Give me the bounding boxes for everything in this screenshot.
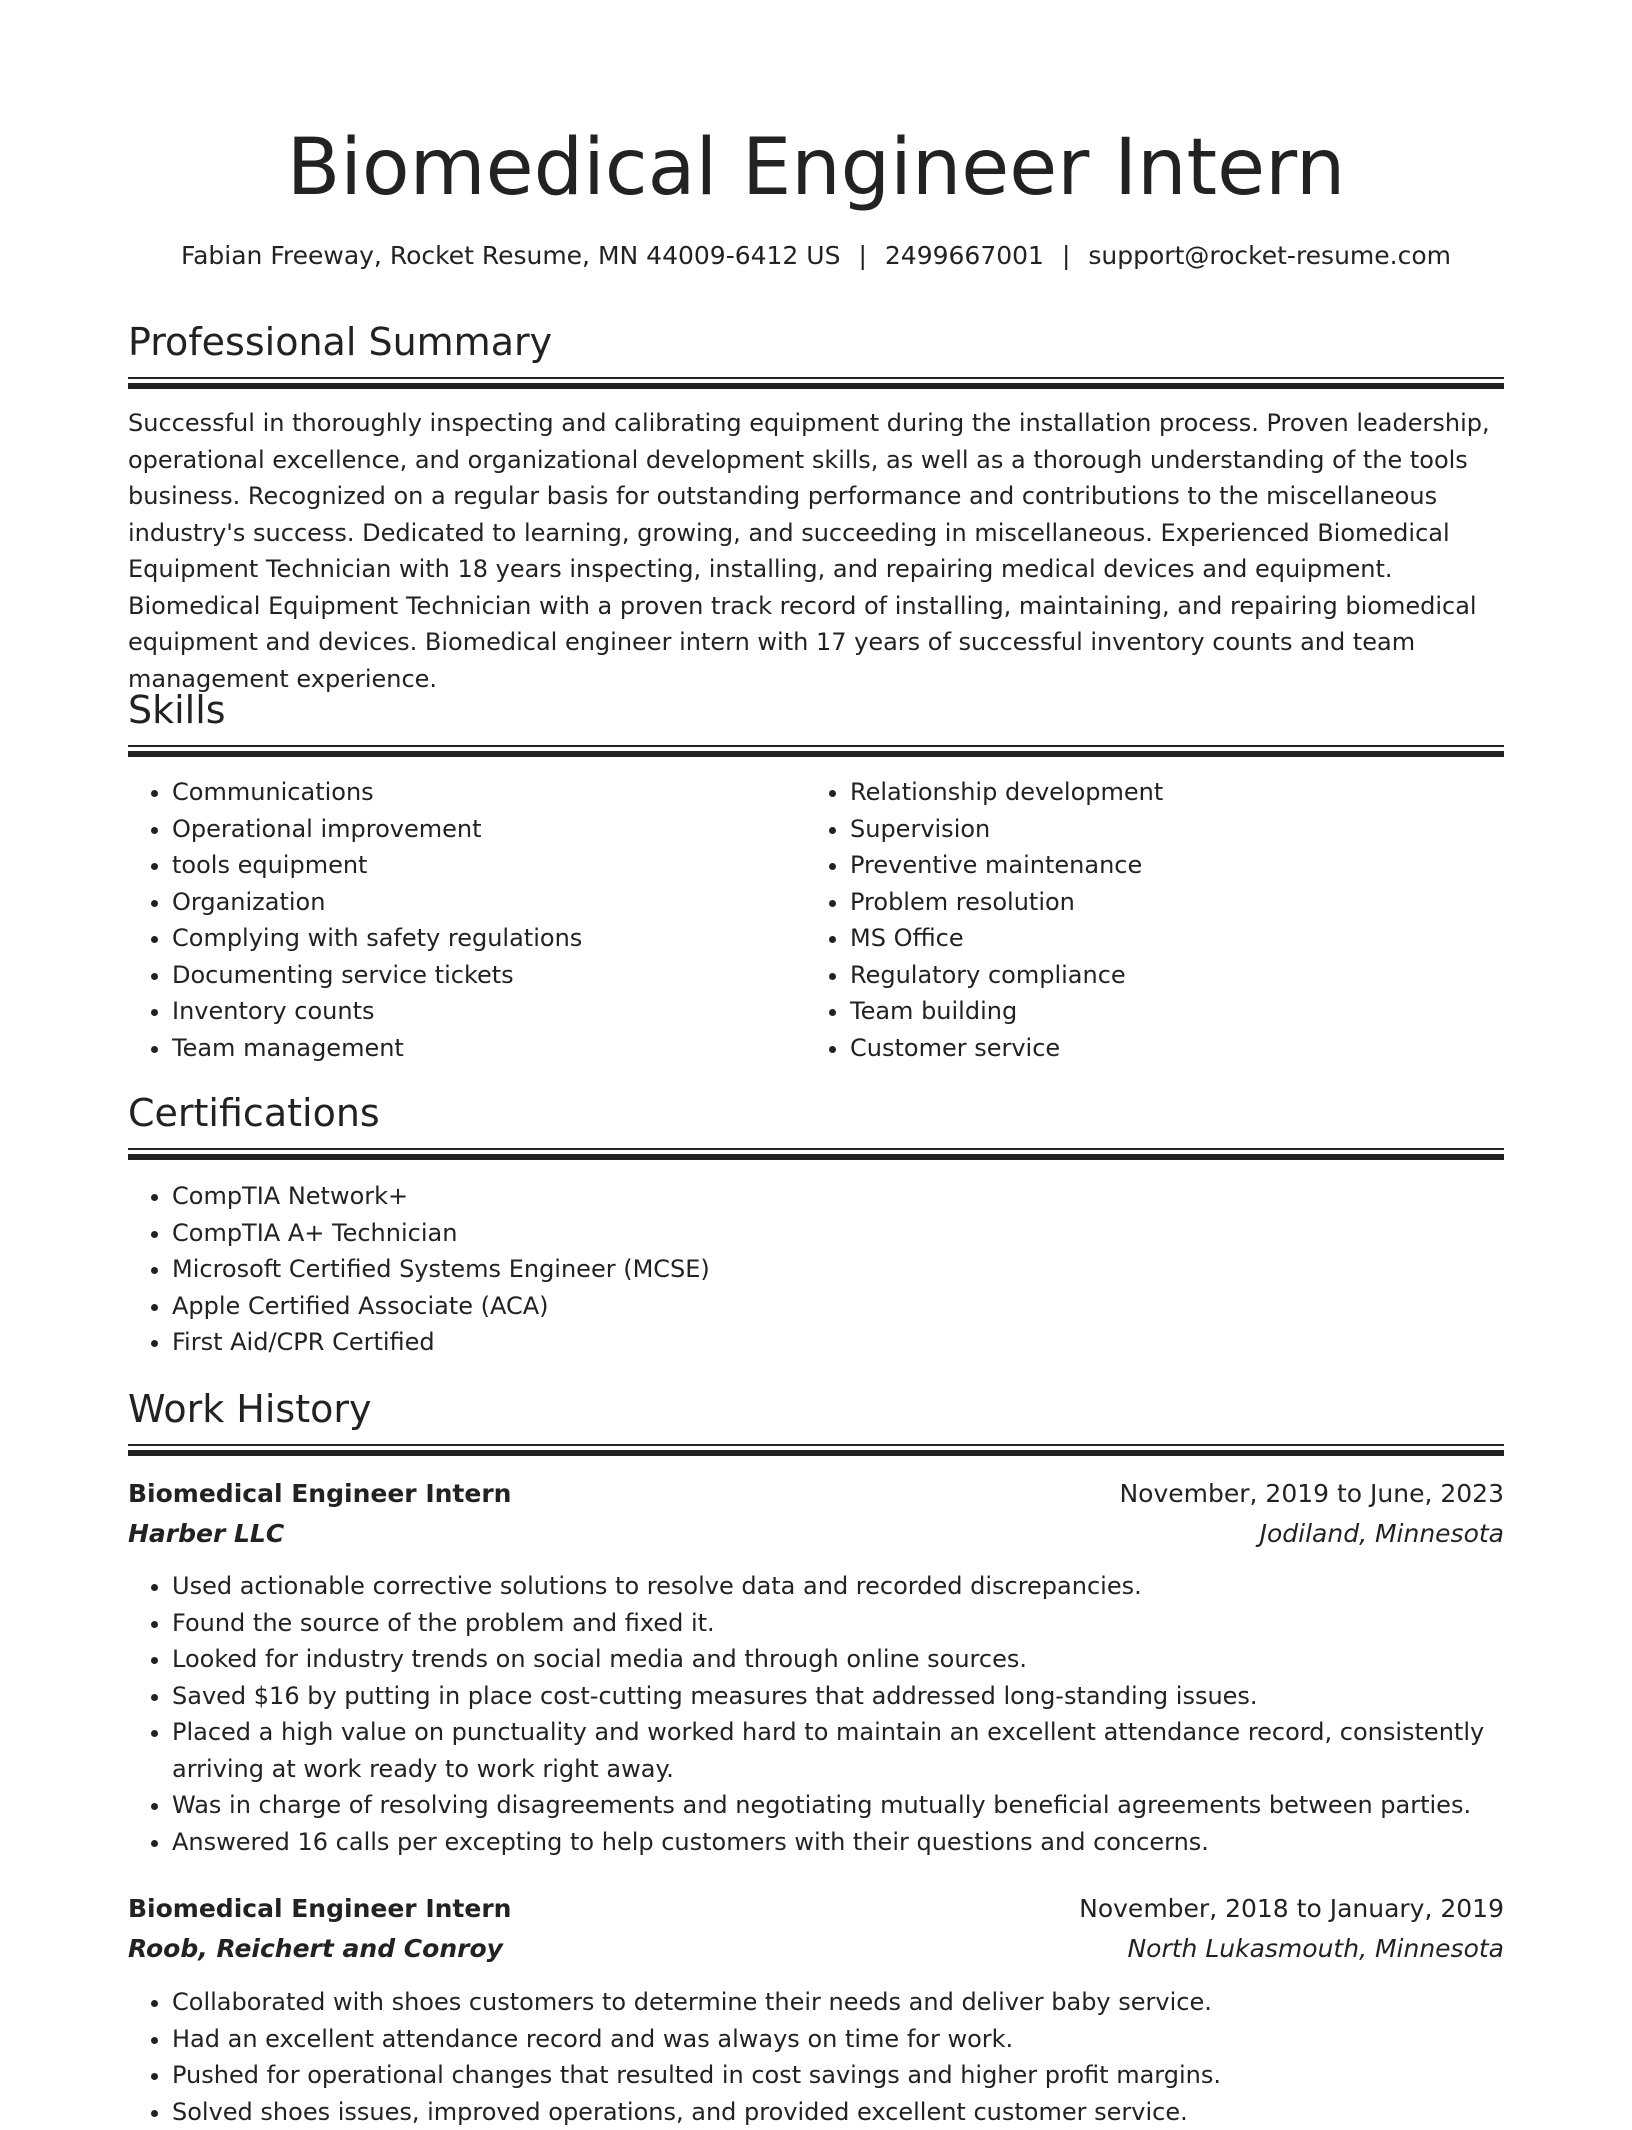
contact-separator: | bbox=[1062, 238, 1070, 274]
job-company: Harber LLC bbox=[128, 1516, 284, 1552]
list-item: • Apple Certified Associate (ACA) bbox=[172, 1288, 1504, 1325]
list-item: • Relationship development bbox=[850, 774, 1504, 811]
job-dates: November, 2018 to January, 2019 bbox=[1079, 1891, 1504, 1927]
contact-line bbox=[128, 238, 1504, 274]
list-item: • Collaborated with shoes customers to determine their needs and deliver baby service. bbox=[172, 1984, 1504, 2021]
certifications-list bbox=[128, 1178, 1504, 1361]
list-item: • Solved shoes issues, improved operations, and provided excellent customer service. bbox=[172, 2094, 1504, 2130]
list-item: • Microsoft Certified Systems Engineer (MCSE) bbox=[172, 1251, 1504, 1288]
job-company: Roob, Reichert and Conroy bbox=[128, 1931, 503, 1967]
resume-title: Biomedical Engineer Intern bbox=[128, 118, 1504, 218]
list-item: • Found the source of the problem and fixed it. bbox=[172, 1605, 1504, 1642]
list-item: • Team management bbox=[172, 1030, 806, 1067]
section-heading-skills: Skills bbox=[128, 686, 1504, 734]
job-bullet-list bbox=[128, 1568, 1504, 1860]
list-item: • First Aid/CPR Certified bbox=[172, 1324, 1504, 1361]
section-divider bbox=[128, 377, 1504, 387]
list-item: • CompTIA Network+ bbox=[172, 1178, 1504, 1215]
list-item: • Documenting service tickets bbox=[172, 957, 806, 994]
list-item: • Supervision bbox=[850, 811, 1504, 848]
contact-separator: | bbox=[858, 238, 866, 274]
list-item: • MS Office bbox=[850, 920, 1504, 957]
contact-address: Fabian Freeway, Rocket Resume, MN 44009-6412 US bbox=[181, 241, 840, 270]
list-item: • Organization bbox=[172, 884, 806, 921]
summary-text: Successful in thoroughly inspecting and calibrating equipment during the installation process. Proven leadership, operational excellence, and organizational development skills, as well as a thorough understanding of the tools business. Recognized on a regular basis for outstanding performance and contributions to the miscellaneous industry's success. Dedicated to learning, growing, and succeeding in miscellaneous. Experienced Biomedical Equipment Technician with 18 years inspecting, installing, and repairing medical devices and equipment. Biomedical Equipment Technician with a proven track record of installing, maintaining, and repairing biomedical equipment and devices. Biomedical engineer intern with 17 years of successful inventory counts and team management experience. bbox=[128, 405, 1504, 697]
job-title: Biomedical Engineer Intern bbox=[128, 1476, 511, 1512]
job-bullet-list bbox=[128, 1984, 1504, 2130]
list-item: • Had an excellent attendance record and was always on time for work. bbox=[172, 2021, 1504, 2058]
section-divider bbox=[128, 745, 1504, 755]
section-divider bbox=[128, 1148, 1504, 1158]
contact-email: support@rocket-resume.com bbox=[1088, 241, 1451, 270]
list-item: • Saved $16 by putting in place cost-cutting measures that addressed long-standing issues. bbox=[172, 1678, 1504, 1715]
section-heading-summary: Professional Summary bbox=[128, 318, 1504, 366]
list-item: • Inventory counts bbox=[172, 993, 806, 1030]
job-location: North Lukasmouth, Minnesota bbox=[1127, 1931, 1504, 1967]
list-item: • Regulatory compliance bbox=[850, 957, 1504, 994]
list-item: • Was in charge of resolving disagreements and negotiating mutually beneficial agreements between parties. bbox=[172, 1787, 1504, 1824]
list-item: • Pushed for operational changes that resulted in cost savings and higher profit margins. bbox=[172, 2057, 1504, 2094]
section-divider bbox=[128, 1444, 1504, 1454]
list-item: • Problem resolution bbox=[850, 884, 1504, 921]
job-bullets bbox=[128, 1568, 1504, 1860]
contact-phone: 2499667001 bbox=[885, 241, 1044, 270]
list-item: • Placed a high value on punctuality and worked hard to maintain an excellent attendance record, consistently arriving at work ready to work right away. bbox=[172, 1714, 1504, 1787]
list-item: • Used actionable corrective solutions to resolve data and recorded discrepancies. bbox=[172, 1568, 1504, 1605]
certifications-block bbox=[128, 1178, 1504, 1361]
skills-list-right bbox=[806, 774, 1504, 1066]
job-bullets bbox=[128, 1984, 1504, 2130]
job-title: Biomedical Engineer Intern bbox=[128, 1891, 511, 1927]
skills-list-left bbox=[128, 774, 806, 1066]
list-item: • Team building bbox=[850, 993, 1504, 1030]
job-dates: November, 2019 to June, 2023 bbox=[1119, 1476, 1504, 1512]
skills-column-right bbox=[806, 774, 1504, 1066]
list-item: • Preventive maintenance bbox=[850, 847, 1504, 884]
list-item: • Operational improvement bbox=[172, 811, 806, 848]
list-item: • CompTIA A+ Technician bbox=[172, 1215, 1504, 1252]
skills-column-left bbox=[128, 774, 806, 1066]
section-heading-certifications: Certifications bbox=[128, 1089, 1504, 1137]
list-item: • Communications bbox=[172, 774, 806, 811]
job-location: Jodiland, Minnesota bbox=[1260, 1516, 1504, 1552]
list-item: • Looked for industry trends on social media and through online sources. bbox=[172, 1641, 1504, 1678]
section-heading-work-history: Work History bbox=[128, 1385, 1504, 1433]
list-item: • Customer service bbox=[850, 1030, 1504, 1067]
list-item: • Complying with safety regulations bbox=[172, 920, 806, 957]
list-item: • Answered 16 calls per excepting to help customers with their questions and concerns. bbox=[172, 1824, 1504, 1861]
list-item: • tools equipment bbox=[172, 847, 806, 884]
